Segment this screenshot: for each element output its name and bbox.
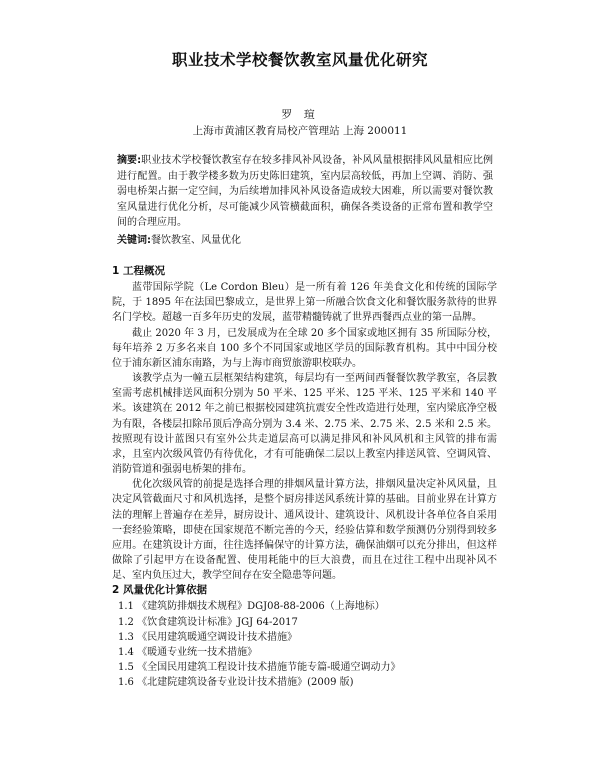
section-1 [112, 264, 497, 583]
abstract-label: 摘要: [117, 155, 142, 166]
author-affiliation: 上海市黄浦区教育局校产管理站 上海 200011 [192, 125, 408, 137]
section-2 [112, 583, 497, 690]
reference-item: 1.1 《建筑防排烟技术规程》DGJ08-88-2006（上海地标） [118, 601, 385, 613]
reference-item: 1.4 《暖通专业统一技术措施》 [118, 646, 258, 658]
paragraph: 蓝带国际学院（Le Cordon Bleu）是一所有着 126 年美食文化和传统的国际学院，于 1895 年在法国巴黎成立，是世界上第一所融合饮食文化和餐饮服务款待的世界名门学校。超越一百多年历史的发展，蓝带精髓铸就了世界西餐西点业的第一品牌。 [112, 282, 497, 324]
paragraph: 截止 2020 年 3 月，已发展成为在全球 20 多个国家或地区拥有 35 所国际分校，每年培养 2 万多名来自 100 多个不同国家或地区学员的国际教育机构。其中中国分校位于浦东新区浦东南路，为与上海市商贸旅游职校联办。 [112, 327, 497, 369]
reference-item: 1.3 《民用建筑暖通空调设计技术措施》 [118, 631, 298, 643]
paper-body [112, 264, 497, 690]
abstract-text: 职业技术学校餐饮教室存在较多排风补风设备，补风风量根据排风风量相应比例进行配置。由于教学楼多数为历史陈旧建筑，室内层高较低，再加上空调、消防、强弱电桥架占据一定空间，为后续增加排风补风设备造成较大困难，所以需要对餐饮教室风量进行优化分析，尽可能减少风管横截面积，确保各类设备的正常布置和教学空间的合理应用。 [117, 155, 494, 229]
keywords-label: 关键词: [117, 235, 151, 246]
author-name: 罗 瑄 [281, 108, 319, 121]
section-heading: 2 风量优化计算依据 [112, 584, 207, 597]
reference-item: 1.6 《北建院建筑设备专业设计技术措施》(2009 版) [118, 677, 354, 689]
keywords-text: 餐饮教室、风量优化 [151, 235, 241, 246]
paragraph: 该教学点为一幢五层框架结构建筑，每层均有一至两间西餐餐饮教学教室，各层教室需考虑机械排送风面积分别为 50 平米、125 平米、125 平米、125 平米和 140 平米。该建筑在 2012 年之前已根据校园建筑抗震安全性改造进行处理，室内梁底净空极为有限，各楼层扣除吊顶后净高分别为 3.4 米、2.75 米、2.75 米、2.5 米和 2.5 米。按照现有设计蓝图只有室外公共走道层高可以满足排风和补风风机和主风管的排布需求，且室内次级风管仍有待优化，才有可能确保二层以上教室内排送风管、空调风管、消防管道和强弱电桥架的排布。 [112, 373, 497, 476]
abstract [117, 153, 493, 231]
section-heading: 1 工程概况 [112, 265, 165, 277]
reference-item: 1.2 《饮食建筑设计标准》JGJ 64-2017 [118, 616, 298, 628]
paper-title: 职业技术学校餐饮教室风量优化研究 [171, 51, 428, 69]
paragraph: 优化次级风管的前提是选择合理的排烟风量计算方法，排烟风量决定补风风量，且决定风管截面尺寸和风机选择，是整个厨房排送风系统计算的基础。目前业界在计算方法的理解上普遍存在差异，厨房设计、通风设计、建筑设计、风机设计各单位各自采用一套经验策略，即使在国家规范不断完善的今天，经验估算和数学预测仍分别得到较多应用。在建筑设计方面，往往选择偏保守的计算方法，确保油烟可以充分排出，但这样做除了引起甲方在设备配置、使用耗能中的巨大浪费，而且在过往工程中出现补风不足、室内负压过大，教学空间存在安全隐患等问题。 [112, 479, 497, 582]
keywords [117, 233, 493, 248]
reference-item: 1.5 《全国民用建筑工程设计技术措施节能专篇-暖通空调动力》 [118, 662, 401, 674]
